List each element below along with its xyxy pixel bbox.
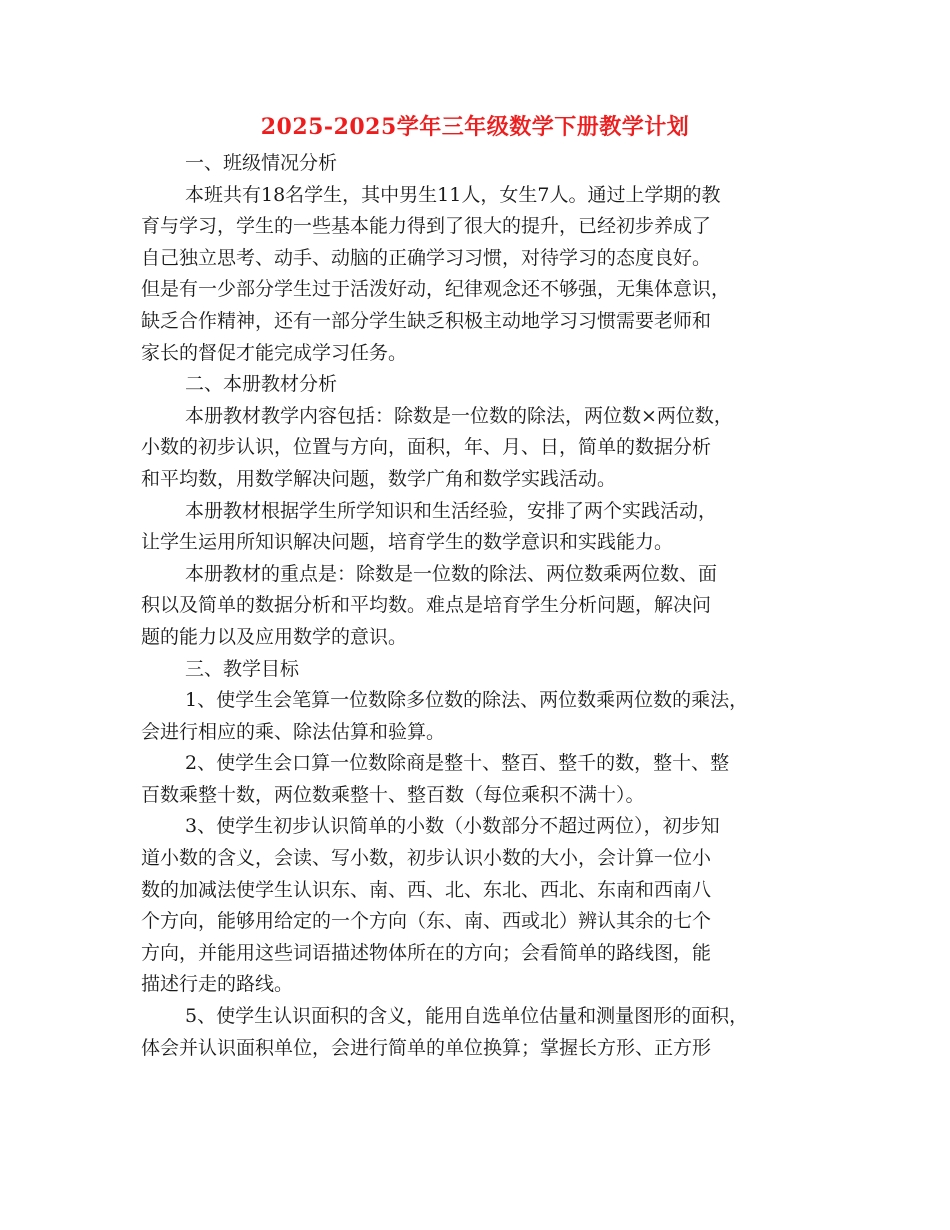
text-line: 但是有一少部分学生过于活泼好动，纪律观念还不够强，无集体意识，: [141, 278, 731, 301]
text-line: 家长的督促才能完成学习任务。: [141, 341, 408, 364]
document-body: [141, 148, 821, 1064]
text-line: 会进行相应的乘、除法估算和验算。: [141, 720, 446, 743]
text-line: 体会并认识面积单位，会进行简单的单位换算；掌握长方形、正方形: [141, 1036, 712, 1059]
text-line: 题的能力以及应用数学的意识。: [141, 625, 408, 648]
text-line: 让学生运用所知识解决问题，培育学生的数学意识和实践能力。: [141, 531, 674, 554]
document-title: 2025-2025学年三年级数学下册教学计划: [260, 114, 690, 140]
text-line: 育与学习，学生的一些基本能力得到了很大的提升，已经初步养成了: [141, 215, 712, 238]
text-line: 三、教学目标: [185, 657, 300, 680]
text-line: 百数乘整十数，两位数乘整十、整百数（每位乘积不满十）。: [141, 783, 645, 806]
text-line: 本册教材教学内容包括：除数是一位数的除法，两位数×两位数，: [185, 404, 733, 427]
text-line: 本册教材根据学生所学知识和生活经验，安排了两个实践活动，: [185, 499, 718, 522]
text-line: 1、使学生会笔算一位数除多位数的除法、两位数乘两位数的乘法，: [185, 689, 749, 712]
text-line: 道小数的含义，会读、写小数，初步认识小数的大小，会计算一位小: [141, 847, 712, 870]
text-line: 本班共有18名学生，其中男生11人，女生7人。通过上学期的教: [185, 183, 721, 206]
text-line: 数的加减法使学生认识东、南、西、北、东北、西北、东南和西南八: [141, 878, 712, 901]
text-line: 缺乏合作精神，还有一部分学生缺乏积极主动地学习习惯需要老师和: [141, 309, 712, 332]
text-line: 积以及简单的数据分析和平均数。难点是培育学生分析问题，解决问: [141, 594, 712, 617]
text-line: 一、班级情况分析: [185, 152, 338, 174]
text-line: 2、使学生会口算一位数除商是整十、整百、整千的数，整十、整: [185, 752, 730, 775]
text-line: 和平均数，用数学解决问题，数学广角和数学实践活动。: [141, 467, 617, 490]
text-line: 5、使学生认识面积的含义，能用自选单位估量和测量图形的面积，: [185, 1005, 749, 1028]
text-line: 二、本册教材分析: [185, 373, 338, 396]
text-line: 方向，并能用这些词语描述物体所在的方向；会看简单的路线图，能: [141, 941, 712, 964]
text-line: 小数的初步认识，位置与方向，面积，年、月、日，简单的数据分析: [141, 436, 712, 459]
text-line: 本册教材的重点是：除数是一位数的除法、两位数乘两位数、面: [185, 562, 718, 585]
text-line: 描述行走的路线。: [141, 973, 294, 996]
text-line: 3、使学生初步认识简单的小数（小数部分不超过两位），初步知: [185, 815, 720, 838]
text-line: 个方向，能够用给定的一个方向（东、南、西或北）辨认其余的七个: [141, 910, 712, 933]
text-line: 自己独立思考、动手、动脑的正确学习习惯，对待学习的态度良好。: [141, 246, 712, 269]
